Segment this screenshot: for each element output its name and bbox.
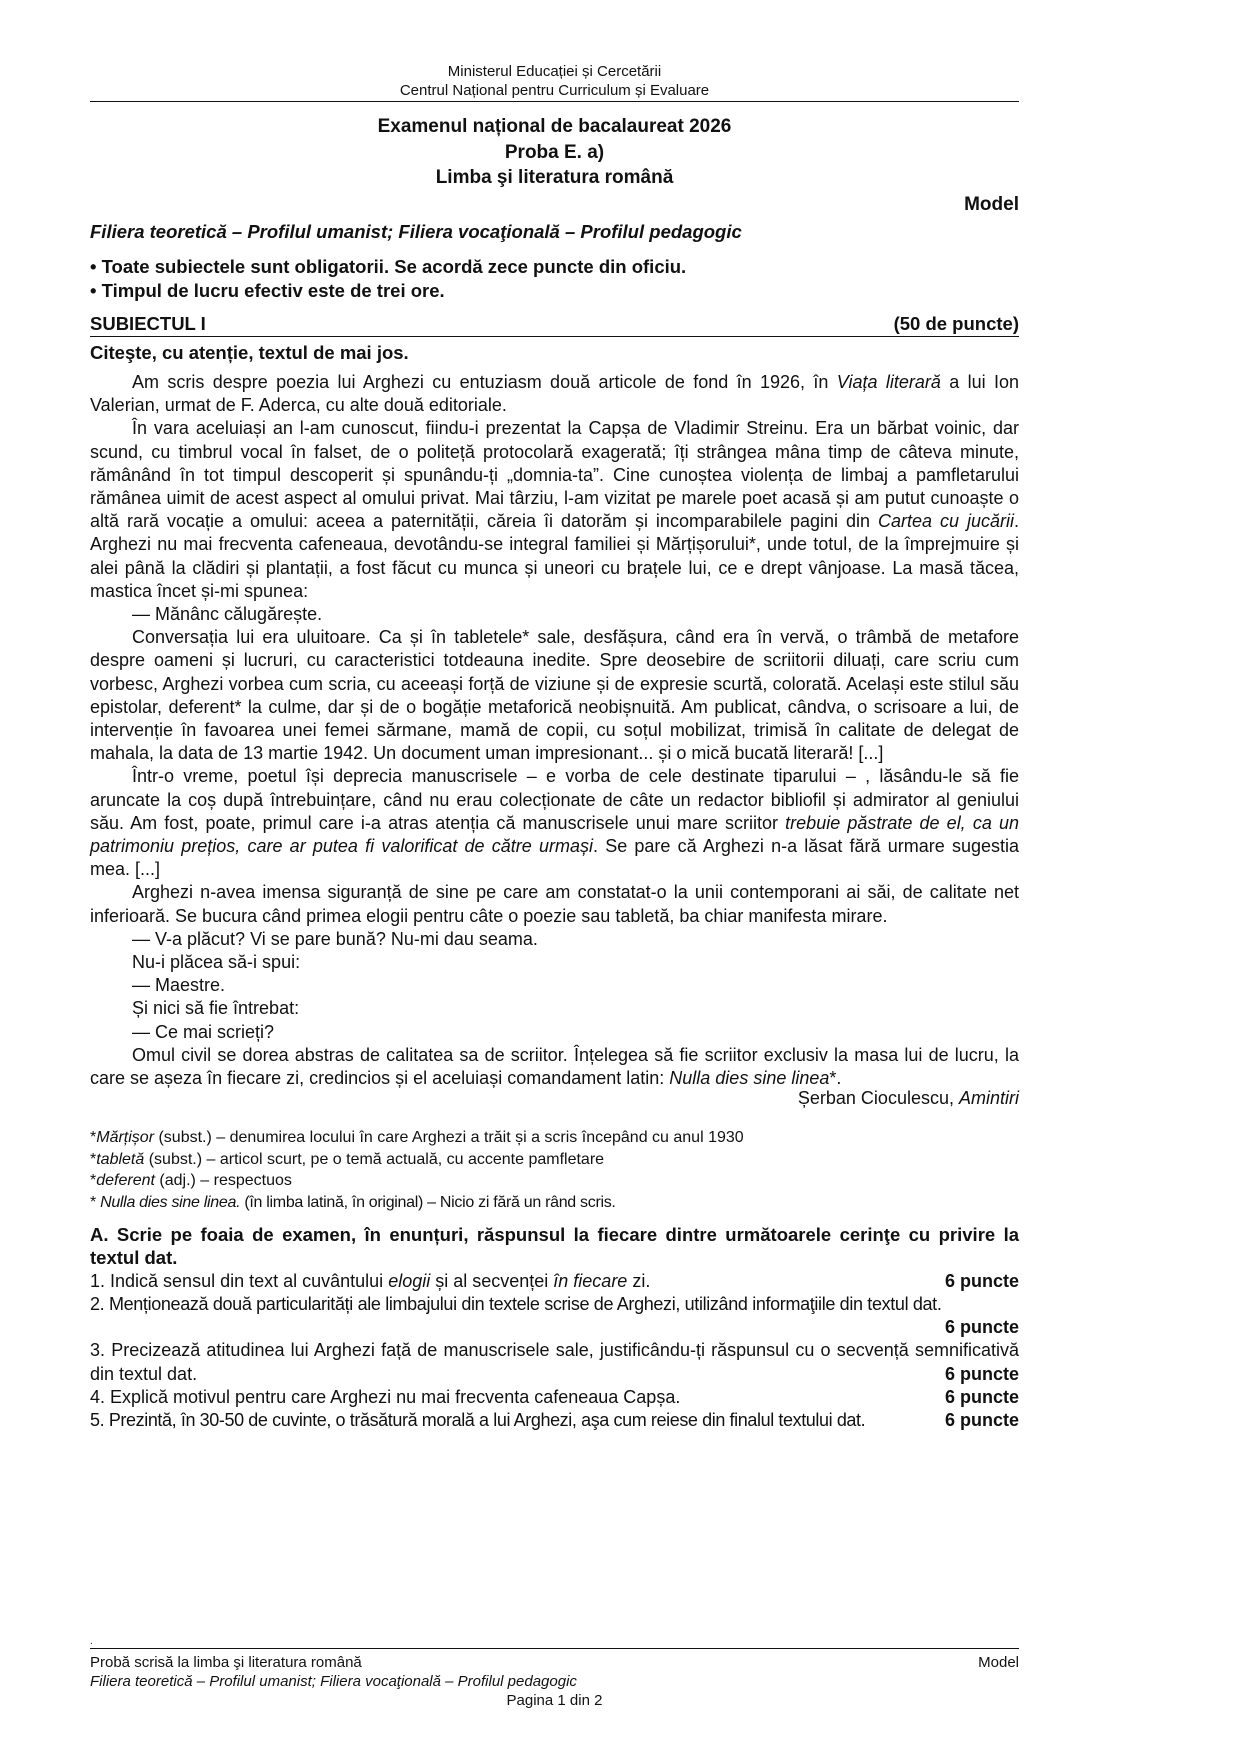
dialogue-line: — V-a plăcut? Vi se pare bună? Nu-mi dau seama. [132,928,538,949]
dialogue-line: — Maestre. [132,975,226,996]
rule-bullet-1: • Toate subiectele sunt obligatorii. Se acordă zece puncte din oficiu. [90,256,687,277]
glossary-note: * Nulla dies sine linea. (în limba latină, în original) – Nicio zi fără un rând scris. [90,1193,616,1211]
ministry-name: Ministerul Educației și Cercetării [447,63,662,80]
requirement-points: 6 puncte [944,1317,1019,1338]
dialogue-line: — Mănânc călugărește. [132,604,323,625]
requirement-item: 2. Menționează două particularități ale limbajului din textele scrise de Arghezi, utilizând informaţiile din textul dat. [90,1293,942,1314]
paragraph: Într-o vreme, poetul își deprecia manuscrisele – e vorba de cele destinate tiparului – , lăsându-le să fie aruncate la coș după întrebuințare, când nu erau colecționate de câte un redactor bibliofil și admirator al geniului său. Am fost, poate, primul care i-a atras atenția că manuscrisele unui mare scriitor trebuie păstrate de el, ca un patrimoniu prețios, care ar putea fi valorificat de către urmași. Se pare că Arghezi n-a lăsat fără urmare sugestia mea. [...] [90,766,1019,880]
paragraph: În vara aceluiași an l-am cunoscut, fiindu-i prezentat la Capșa de Vladimir Streinu. Era un bărbat voinic, dar scund, cu timbrul vocal în falset, de o politeță protocolară exagerată; îți strângea mâna timp de câteva minute, rămânând în tot timpul descoperit și spunându-ți „domnia-ta”. Cine cunoștea violența de limbaj a pamfletarului rămânea uimit de acest aspect al omului privat. Mai târziu, l-am vizitat pe marele poet acasă și am putut cunoaște o altă rară vocație a omului: aceea a paternității, căreia îi datorăm și incomparabilele pagini din Cartea cu jucării. Arghezi nu mai frecventa cafeneaua, devotându-se integral familiei și Mărțișorului*, unde totul, de la împrejmuire și alei până la clădiri și plantații, a fost făcut cu munca și uneori cu brațele lui, ce e drept vânjoase. La masă tăcea, mastica încet și-mi spunea: [90,418,1019,601]
subject-label: SUBIECTUL I [90,313,206,334]
glossary-note: *tabletă (subst.) – articol scurt, pe o temă actuală, cu accente pamfletare [90,1150,605,1168]
requirement-item: 4. Explică motivul pentru care Arghezi nu mai frecventa cafeneaua Capșa. 6 puncte [90,1386,1019,1409]
reading-text [90,371,1019,1090]
requirement-points: 6 puncte [944,1410,1019,1431]
filiera-line: Filiera teoretică – Profilul umanist; Filiera vocaţională – Profilul pedagogic [90,221,742,242]
exam-name: Examenul național de bacalaureat 2026 [377,116,732,137]
paragraph: Omul civil se dorea abstras de calitatea sa de scriitor. Înțelegea să fie scriitor exclusiv la masa lui de lucru, la care se așeza în fiecare zi, credincios și el aceluiași comandament latin: Nulla dies sine linea*. [90,1044,1019,1089]
requirements-section [90,1223,1019,1433]
requirements-heading: A. Scrie pe foaia de examen, în enunțuri, răspunsul la fiecare dintre următoarele cerinţe cu privire la textul dat. [90,1224,1019,1269]
page-footer [90,1653,1019,1710]
footer-divider [90,1648,1019,1649]
rule-bullet-2: • Timpul de lucru efectiv este de trei ore. [90,280,445,301]
dialogue-line: Și nici să fie întrebat: [132,998,300,1019]
dialogue-line: Nu-i plăcea să-i spui: [132,952,301,973]
stray-dot: . [90,1636,93,1647]
page-number: Pagina 1 din 2 [506,1692,603,1709]
work-title: Amintiri [958,1088,1019,1108]
author-name: Șerban Cioculescu, [797,1088,959,1108]
source-citation [798,1088,1019,1109]
model-label: Model [964,194,1019,215]
exam-subject: Limba şi literatura română [435,167,674,188]
footer-model: Model [978,1654,1019,1671]
exam-test: Proba E. a) [504,141,605,163]
footer-filiera: Filiera teoretică – Profilul umanist; Filiera vocaţională – Profilul pedagogic [90,1673,577,1690]
center-name: Centrul Național pentru Curriculum și Evaluare [399,82,710,99]
paragraph: Conversația lui era uluitoare. Ca și în tabletele* sale, desfășura, când era în vervă, o trâmbă de metafore despre oameni și lucruri, cu caracteristici totdeauna inedite. Spre deosebire de scriitorii diluați, care scriu cum vorbesc, Arghezi vorbea cum scria, cu aceeași forță de viziune și de expresie scurtă, colorată. Același este stilul său epistolar, deferent* la culme, dar și de o bogăție metaforică neobișnuită. Am publicat, cândva, o scrisoare a lui, de intervenție în favoarea unei femei sărmane, mamă de copii, cu soțul mobilizat, trimisă în calitate de delegat de mahala, la data de 13 martie 1942. Un document uman impresionant... și o mică bucată literară! [...] [90,627,1019,764]
glossary-note: *Mărțișor (subst.) – denumirea locului în care Arghezi a trăit și a scris începând cu anul 1930 [90,1129,744,1146]
dialogue-line: — Ce mai scrieți? [132,1021,275,1042]
footer-subject: Probă scrisă la limba şi literatura română [90,1654,362,1671]
requirement-points: 6 puncte [944,1363,1019,1384]
paragraph: Arghezi n-avea imensa siguranță de sine pe care am constatat-o la unii contemporani ai săi, de calitate net inferioară. Se bucura când primea elogii pentru câte o poezie sau tabletă, ba chiar manifesta mirare. [90,882,1019,926]
institution-header [90,62,1019,100]
requirement-item: 1. Indică sensul din text al cuvântului elogii și al secvenței în fiecare zi. 6 puncte [90,1270,1019,1293]
glossary-note: *deferent (adj.) – respectuos [90,1172,292,1189]
reading-instruction: Citeşte, cu atenție, textul de mai jos. [90,342,409,363]
paragraph: Am scris despre poezia lui Arghezi cu entuziasm două articole de fond în 1926, în Viața literară a lui Ion Valerian, urmat de F. Aderca, cu alte două editoriale. [90,372,1020,416]
requirement-points: 6 puncte [944,1270,1019,1291]
subject-heading [90,313,1019,335]
exam-title [90,114,1019,191]
glossary-notes [90,1127,1019,1213]
requirement-item: 3. Precizează atitudinea lui Arghezi față de manuscrisele sale, justificându-ți răspunsul cu o secvență semnificativă din textul dat. [90,1340,1019,1384]
subject-points: (50 de puncte) [893,313,1019,334]
requirement-item: 5. Prezintă, în 30-50 de cuvinte, o trăsătură morală a lui Arghezi, aşa cum reiese din finalul textului dat. 6 puncte [90,1409,1019,1432]
header-divider [90,101,1019,102]
requirement-points: 6 puncte [944,1387,1019,1408]
subject-divider [90,336,1019,337]
